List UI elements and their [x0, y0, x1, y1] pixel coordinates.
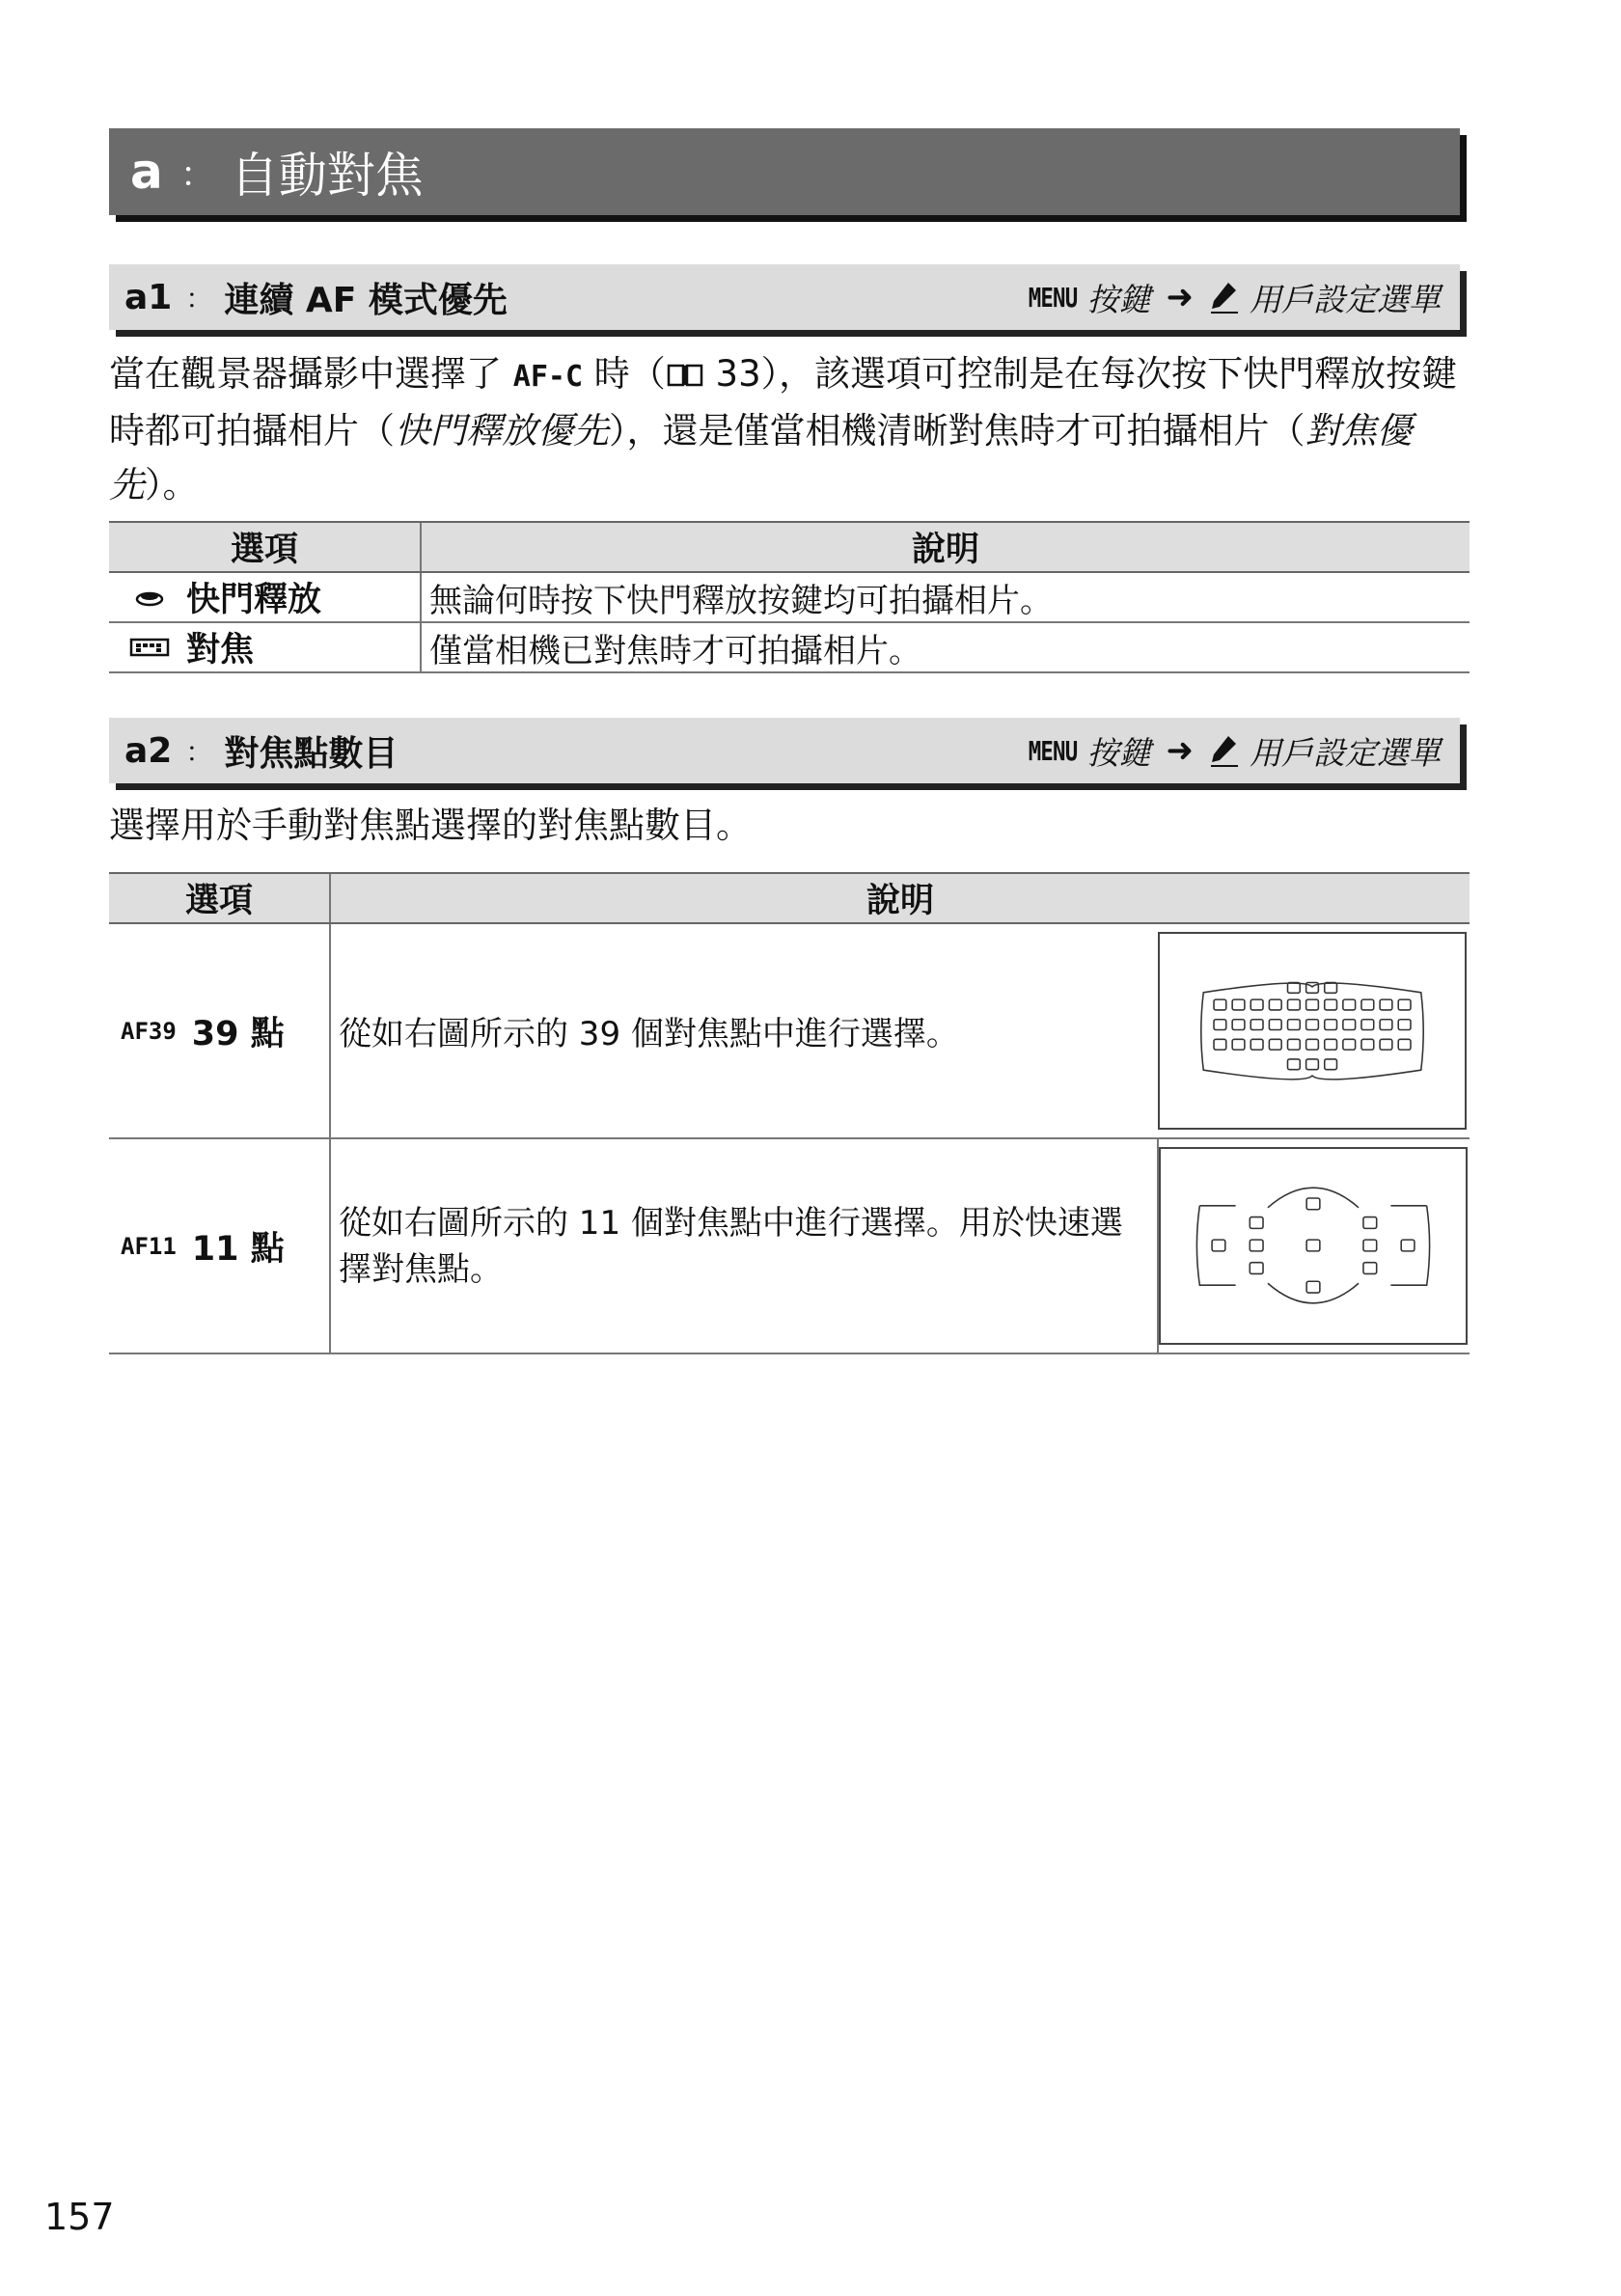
table-row [109, 923, 1470, 1138]
frame-outline-center [1268, 1188, 1359, 1303]
frame-outline [1201, 983, 1423, 1080]
focus-point [1232, 1039, 1245, 1050]
focus-point [1269, 1020, 1281, 1030]
option-cell [109, 572, 421, 622]
focus-point [1214, 999, 1226, 1010]
description-cell: 無論何時按下快門釋放按鍵均可拍攝相片。 [421, 572, 1470, 622]
arrow-icon: ➜ [1166, 731, 1194, 770]
option-cell [109, 1138, 330, 1353]
chapter-colon: ： [179, 154, 215, 195]
focus-point [1363, 1217, 1377, 1229]
focus-point [1398, 999, 1411, 1010]
11-point-diagram [1159, 1147, 1468, 1345]
focus-point [1380, 1020, 1392, 1030]
book-icon [666, 361, 704, 390]
39-point-diagram [1158, 932, 1467, 1130]
focus-priority-term: 對焦優先 [109, 410, 1413, 506]
col-header-description: 說明 [330, 873, 1470, 923]
button-label: 按鍵 [1086, 280, 1151, 318]
focus-point [1361, 1039, 1374, 1050]
frame-outline-left [1196, 1206, 1235, 1285]
menu-name: 用戶設定選單 [1250, 280, 1441, 318]
focus-point [1250, 999, 1263, 1010]
option-cell [109, 923, 330, 1138]
focus-point [1250, 1263, 1263, 1274]
section-title: 對焦點數目 [224, 733, 398, 774]
menu-label: MENU [1028, 281, 1078, 314]
section-colon: ： [185, 736, 213, 768]
focus-point [1232, 999, 1245, 1010]
text-segment: ）。 [145, 464, 199, 506]
menu-path [1016, 275, 1441, 320]
col-header-description: 說明 [421, 522, 1470, 572]
focus-point [1343, 1020, 1356, 1030]
chapter-letter: a [130, 144, 163, 200]
pencil-icon [1209, 733, 1240, 768]
focus-point [1269, 1039, 1281, 1050]
focus-point [1288, 1039, 1301, 1050]
focus-point [1380, 1039, 1392, 1050]
focus-point [1343, 999, 1356, 1010]
af11-symbol: AF11 [121, 1232, 177, 1260]
text-segment: 33），該選項可控制是在每次按下快門釋放按鍵時都可拍攝相片（ [109, 353, 1458, 451]
table-row [109, 622, 1470, 672]
col-header-option: 選項 [109, 522, 421, 572]
focus-point [1380, 999, 1392, 1010]
focus-priority-icon [128, 635, 171, 660]
focus-point [1306, 1039, 1319, 1050]
focus-point [1325, 982, 1337, 993]
focus-point [1288, 982, 1301, 993]
focus-point [1343, 1039, 1356, 1050]
focus-point [1250, 1020, 1263, 1030]
focus-point [1214, 1039, 1226, 1050]
focus-point [1401, 1240, 1415, 1251]
af39-symbol: AF39 [121, 1017, 177, 1045]
focus-point [1288, 1059, 1301, 1070]
focus-point [1398, 1020, 1411, 1030]
section-a1-header [109, 264, 1460, 330]
focus-point [1306, 1198, 1320, 1210]
section-colon: ： [185, 283, 213, 314]
focus-point [1325, 1059, 1337, 1070]
a1-description [109, 347, 1470, 512]
description-cell: 從如右圖所示的 11 個對焦點中進行選擇。用於快速選擇對焦點。 [330, 1138, 1158, 1353]
col-header-option: 選項 [109, 873, 330, 923]
focus-point [1212, 1240, 1225, 1251]
focus-point [1361, 1020, 1374, 1030]
focus-point [1361, 999, 1374, 1010]
focus-point [1214, 1020, 1226, 1030]
focus-point [1398, 1039, 1411, 1050]
focus-point [1288, 1020, 1301, 1030]
option-name: 39 點 [191, 1014, 285, 1053]
focus-point [1250, 1039, 1263, 1050]
release-priority-term: 快門釋放優先 [395, 410, 609, 451]
a1-option-table [109, 521, 1470, 673]
arrow-icon: ➜ [1166, 278, 1194, 316]
section-title: 連續 AF 模式優先 [224, 280, 508, 320]
chapter-header [109, 128, 1460, 215]
figure-cell [1158, 1138, 1470, 1353]
page-number: 157 [44, 2196, 115, 2238]
text-segment: 時（ [583, 353, 666, 395]
release-priority-icon [130, 585, 169, 610]
option-name: 11 點 [191, 1229, 285, 1269]
focus-point [1325, 1039, 1337, 1050]
section-code: a2 [124, 730, 173, 771]
focus-point [1306, 999, 1319, 1010]
text-segment: ），還是僅當相機清晰對焦時才可拍攝相片（ [609, 410, 1305, 451]
table-row [109, 572, 1470, 622]
option-cell [109, 622, 421, 672]
focus-point [1306, 1059, 1319, 1070]
focus-point [1269, 999, 1281, 1010]
focus-point [1325, 1020, 1337, 1030]
description-cell: 從如右圖所示的 39 個對焦點中進行選擇。 [330, 923, 1158, 1138]
focus-point [1250, 1217, 1263, 1229]
button-label: 按鍵 [1086, 733, 1151, 772]
option-name: 快門釋放 [186, 581, 322, 619]
af-c-label: AF-C [512, 360, 584, 394]
section-a2-header [109, 718, 1460, 783]
chapter-title: 自動對焦 [230, 148, 424, 204]
figure-cell [1158, 923, 1470, 1138]
a2-option-table [109, 872, 1470, 1354]
focus-point [1306, 1240, 1320, 1251]
focus-point [1306, 1020, 1319, 1030]
frame-outline-right [1390, 1206, 1429, 1285]
option-name: 對焦 [186, 631, 255, 670]
focus-point [1250, 1240, 1263, 1251]
menu-path [1016, 728, 1441, 774]
focus-point [1363, 1240, 1377, 1251]
focus-point [1325, 999, 1337, 1010]
a2-description: 選擇用於手動對焦點選擇的對焦點數目。 [109, 805, 752, 846]
pencil-icon [1209, 280, 1240, 314]
focus-point [1288, 999, 1301, 1010]
description-cell: 僅當相機已對焦時才可拍攝相片。 [421, 622, 1470, 672]
focus-point [1363, 1263, 1377, 1274]
focus-point [1232, 1020, 1245, 1030]
focus-point [1306, 1281, 1320, 1293]
menu-name: 用戶設定選單 [1250, 733, 1441, 772]
menu-label: MENU [1028, 734, 1078, 767]
table-row [109, 1138, 1470, 1353]
section-code: a1 [124, 277, 173, 317]
text-segment: 當在觀景器攝影中選擇了 [109, 353, 513, 395]
